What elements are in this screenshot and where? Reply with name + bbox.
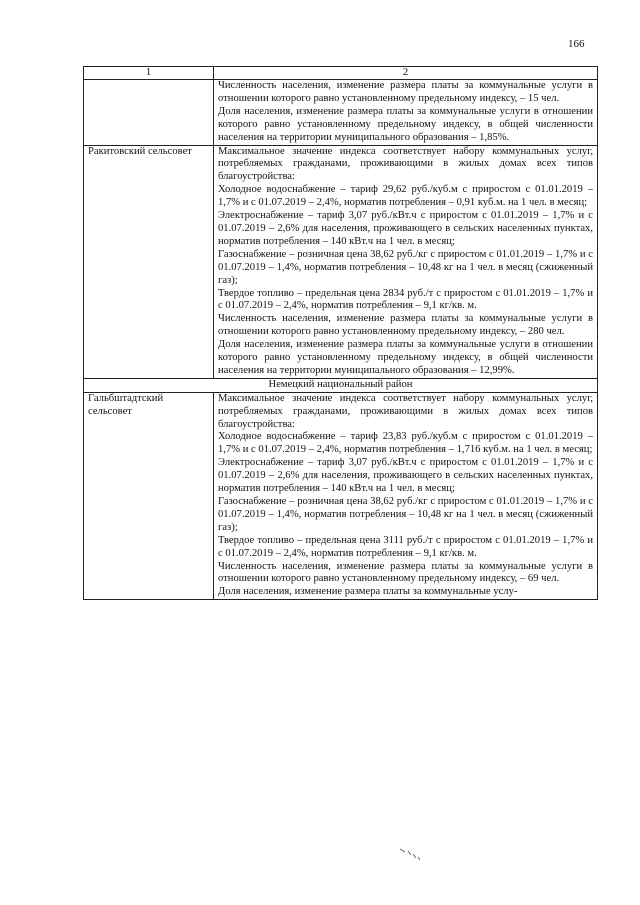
solid-fuel-paragraph: Твердое топливо – предельная цена 3111 руб./т с приростом с 01.01.2019 – 1,7% и с 01.07.2019 – 2,4%, норматив потребления – 9,1 кг/кв. м. <box>218 534 593 559</box>
gas-paragraph: Газоснабжение – розничная цена 38,62 руб./кг с приростом с 01.01.2019 – 1,7% и с 01.07.2019 – 1,4%, норматив потребления – 10,48 кг на 1 чел. в месяц (сжиженный газ); <box>218 248 593 286</box>
index-intro-paragraph: Максимальное значение индекса соответствует набору коммунальных услуг, потребляемых гражданами, проживающими в жилых домах всех типов благоустройства: <box>218 145 593 183</box>
table-row <box>84 145 598 378</box>
population-count-paragraph: Численность населения, изменение размера платы за коммунальные услуги в отношении которого равно установленному предельному индексу, – 280 чел. <box>218 313 593 338</box>
description-cell <box>214 80 598 146</box>
column-header-2: 2 <box>214 67 598 80</box>
population-share-paragraph: Доля населения, изменение размера платы за коммунальные услу- <box>218 586 518 598</box>
column-header-1: 1 <box>84 67 214 80</box>
population-share-paragraph: Доля населения, изменение размера платы за коммунальные услуги в отношении которого равно установленному предельному индексу, в общей численности населения на территории муниципального образования – 12,99%. <box>218 339 593 376</box>
population-count-paragraph: Численность населения, изменение размера платы за коммунальные услуги в отношении которого равно установленному предельному индексу, – 69 чел. <box>218 560 593 585</box>
municipality-cell: Гальбштадтский сельсовет <box>84 392 214 600</box>
electricity-paragraph: Электроснабжение – тариф 3,07 руб./кВт.ч с приростом с 01.01.2019 – 1,7% и с 01.07.2019 – 2,6% для населения, проживающего в сельских населенных пунктах, норматив потребления – 140 кВт.ч на 1 чел. в месяц; <box>218 210 593 247</box>
municipality-cell: Ракитовский сельсовет <box>84 145 214 378</box>
utility-index-table <box>83 66 598 600</box>
region-header-row <box>84 378 598 392</box>
solid-fuel-paragraph: Твердое топливо – предельная цена 2834 руб./т с приростом с 01.01.2019 – 1,7% и с 01.07.2019 – 2,4%, норматив потребления – 9,1 кг/кв. м. <box>218 287 593 312</box>
table-row <box>84 80 598 146</box>
pen-mark-scribble <box>398 846 422 862</box>
table-row <box>84 392 598 600</box>
population-share-paragraph: Доля населения, изменение размера платы за коммунальные услуги в отношении которого равно установленному предельному индексу, в общей численности населения на территории муниципального образования – 1,85%. <box>218 105 593 143</box>
cold-water-paragraph: Холодное водоснабжение – тариф 23,83 руб./куб.м с приростом с 01.01.2019 – 1,7% и с 01.07.2019 – 2,4%, норматив потребления – 1,716 куб.м. на 1 чел. в месяц; <box>218 431 593 456</box>
page-number: 166 <box>568 38 585 50</box>
description-cell <box>214 392 598 600</box>
description-cell <box>214 145 598 378</box>
electricity-paragraph: Электроснабжение – тариф 3,07 руб./кВт.ч с приростом с 01.01.2019 – 1,7% и с 01.07.2019 – 2,6% для населения, проживающего в сельских населенных пунктах, норматив потребления – 140 кВт.ч на 1 чел. в месяц; <box>218 457 593 495</box>
region-title: Немецкий национальный район <box>84 378 598 392</box>
gas-paragraph: Газоснабжение – розничная цена 38,62 руб./кг с приростом с 01.01.2019 – 1,7% и с 01.07.2019 – 1,4%, норматив потребления – 10,48 кг на 1 чел. в месяц (сжиженный газ); <box>218 496 593 533</box>
index-intro-paragraph: Максимальное значение индекса соответствует набору коммунальных услуг, потребляемых гражданами, проживающими в жилых домах всех типов благоустройства: <box>218 392 593 430</box>
table-header-row <box>84 67 598 80</box>
municipality-cell <box>84 80 214 146</box>
cold-water-paragraph: Холодное водоснабжение – тариф 29,62 руб./куб.м с приростом с 01.01.2019 – 1,7% и с 01.07.2019 – 2,4%, норматив потребления – 0,91 куб.м. на 1 чел. в месяц; <box>218 184 593 209</box>
population-count-paragraph: Численность населения, изменение размера платы за коммунальные услуги в отношении которого равно установленному предельному индексу, – 15 чел. <box>218 80 593 104</box>
